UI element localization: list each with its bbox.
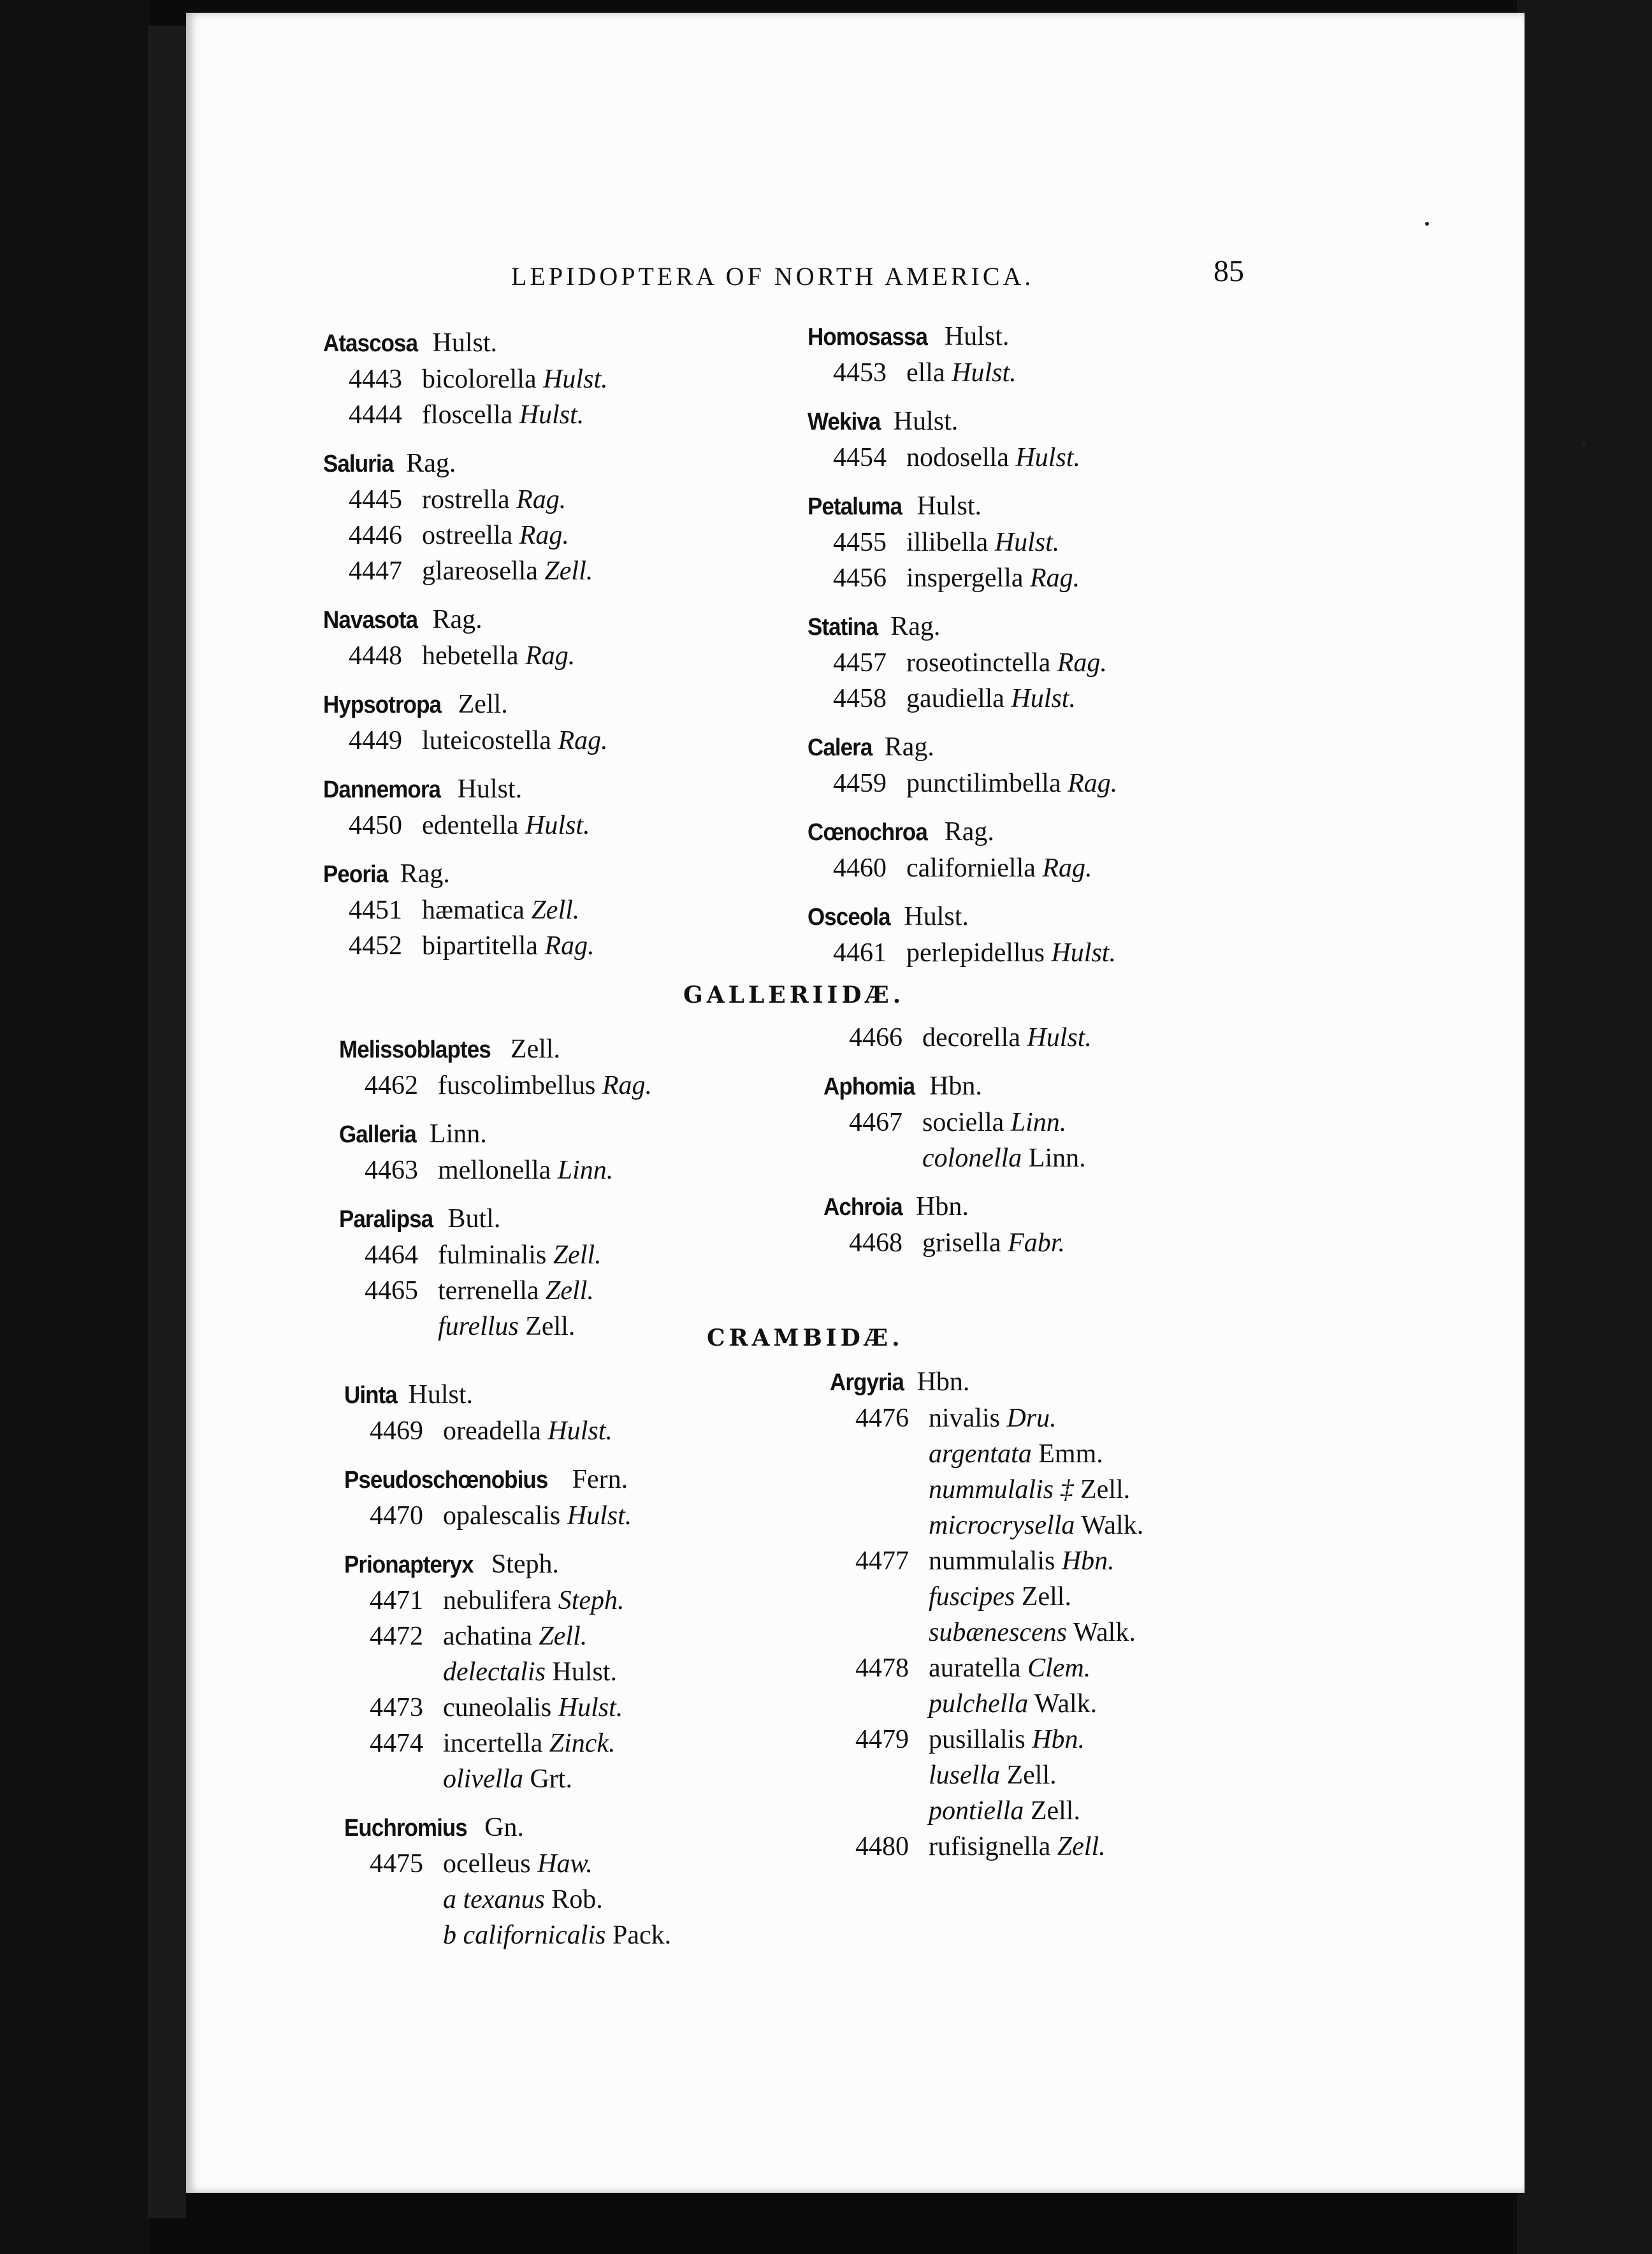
species-line [339,1237,652,1273]
species-author: Hulst. [1027,1023,1092,1052]
genus-line [808,814,1117,850]
catalog-number: 4455 [833,528,887,557]
previous-page-edge [148,25,186,2218]
genus-line [344,1377,671,1413]
species-author: Zell. [1006,1761,1057,1790]
catalog-number: 4456 [833,564,887,593]
species-line [344,1761,671,1797]
species-line [808,560,1117,596]
species-author: Rag. [1042,854,1092,883]
catalog-number: 4465 [365,1276,418,1305]
catalog-number: 4458 [833,684,887,713]
species-name: argentata [929,1439,1032,1469]
species-line [830,1543,1143,1579]
catalog-number: 4448 [349,641,402,671]
species-line [344,1654,671,1690]
genus-line [808,729,1117,766]
species-name: ella [906,358,945,388]
group-spacer [323,759,608,771]
species-author: Zell. [525,1312,576,1341]
species-line [344,1413,671,1449]
genus-line [344,1462,671,1498]
species-name: microcrysella [929,1511,1075,1540]
species-name: sociella [922,1108,1004,1137]
catalog-number: 4462 [365,1071,418,1100]
species-author: Walk. [1073,1618,1136,1647]
species-name: gaudiella [906,684,1004,713]
genus-name: Aphomia [823,1073,915,1100]
genus-line [808,899,1117,935]
family-heading-galleriidae: GALLERIIDÆ. [683,982,905,1008]
species-line [808,850,1117,886]
species-author: Linn. [1028,1144,1086,1173]
genus-author: Hulst. [432,328,497,358]
species-name: nummulalis ‡ [929,1475,1074,1504]
species-author: Hbn. [1061,1546,1115,1576]
group-spacer [808,596,1117,609]
genus-author: Rag. [884,732,934,762]
species-name: pusillalis [929,1725,1025,1754]
catalog-number: 4474 [370,1729,423,1758]
column-bottom-right [830,1364,1143,1865]
species-line [344,1583,671,1618]
genus-name: Melissoblaptes [339,1036,491,1063]
species-line [344,1846,671,1882]
species-author: Zell. [546,1276,594,1305]
genus-author: Hulst. [917,491,982,521]
group-spacer [323,433,608,446]
catalog-number: 4472 [370,1622,423,1651]
species-line [344,1618,671,1654]
species-author: Zinck. [549,1729,616,1758]
catalog-number: 4469 [370,1416,423,1446]
genus-line [830,1364,1143,1400]
species-line [830,1579,1143,1615]
species-name: fuscipes [929,1582,1015,1611]
species-line [823,1140,1092,1176]
species-author: Rob. [551,1885,603,1914]
catalog-number: 4480 [855,1832,909,1861]
species-author: Hulst. [1051,938,1116,968]
genus-line [323,602,608,638]
group-spacer [344,1534,671,1546]
species-author: Hulst. [1015,443,1080,472]
species-line [808,681,1117,716]
catalog-number: 4478 [855,1654,909,1683]
scan-right-margin [1517,0,1652,2254]
genus-line [808,488,1117,525]
species-name: pulchella [929,1689,1029,1719]
species-line [323,808,608,843]
species-author: Hbn. [1032,1725,1085,1754]
species-name: rostrella [422,485,510,514]
group-spacer [344,1449,671,1462]
genus-name: Navasota [323,607,418,634]
genus-line [323,856,608,892]
catalog-number: 4452 [349,931,402,961]
catalog-number: 4471 [370,1586,423,1615]
genus-line [323,446,608,482]
running-header: LEPIDOPTERA OF NORTH AMERICA. [511,262,1034,291]
genus-author: Zell. [458,690,508,719]
species-author: Zell. [1057,1832,1106,1861]
genus-author: Hbn. [917,1367,970,1397]
species-name: hebetella [422,641,519,671]
species-line [830,1400,1143,1436]
species-line [323,723,608,759]
scan-left-margin [0,0,150,2254]
group-spacer [323,674,608,687]
group-spacer [339,1103,652,1116]
genus-author: Hulst. [904,902,969,931]
species-line [323,518,608,553]
genus-name: Hypsotropa [323,692,442,718]
column-top-left [323,325,608,964]
species-name: californiella [906,854,1036,883]
species-name: floscella [422,400,513,430]
species-line [830,1793,1143,1829]
species-author: Hulst. [994,528,1060,557]
catalog-number: 4443 [349,365,402,394]
genus-author: Butl. [447,1204,501,1233]
genus-line [323,687,608,723]
species-author: Hulst. [558,1693,623,1722]
genus-author: Rag. [406,449,456,478]
species-line [808,645,1117,681]
species-line [830,1686,1143,1722]
column-bottom-left [344,1377,671,1953]
group-spacer [823,1056,1092,1068]
species-line [830,1829,1143,1865]
species-author: Zell. [1021,1582,1071,1611]
genus-author: Hulst. [944,322,1010,351]
species-name: mellonella [438,1156,551,1185]
genus-name: Paralipsa [339,1206,433,1233]
group-spacer [808,801,1117,814]
species-author: Rag. [525,641,576,671]
genus-author: Rag. [400,859,450,889]
genus-author: Hulst. [457,774,523,804]
species-line [344,1917,671,1953]
species-name: decorella [922,1023,1020,1052]
species-name: roseotinctella [906,648,1051,678]
species-author: Rag. [544,931,595,961]
species-author: Walk. [1034,1689,1098,1719]
species-line [808,935,1117,971]
genus-line [823,1189,1092,1225]
species-author: Steph. [558,1586,625,1615]
species-line [830,1650,1143,1686]
group-spacer [808,476,1117,488]
species-name: terrenella [438,1276,539,1305]
catalog-number: 4446 [349,521,402,550]
group-spacer [808,391,1117,404]
species-name: incertella [443,1729,543,1758]
group-spacer [323,589,608,602]
species-line [830,1472,1143,1508]
catalog-number: 4468 [849,1228,902,1258]
genus-author: Steph. [491,1550,559,1579]
species-author: Hulst. [525,811,590,840]
catalog-number: 4449 [349,726,402,755]
species-name: nummulalis [929,1546,1055,1576]
species-name: inspergella [906,564,1024,593]
catalog-number: 4470 [370,1501,423,1531]
species-line [808,355,1117,391]
page-number: 85 [1214,254,1244,288]
genus-author: Hbn. [929,1072,982,1101]
genus-name: Prionapteryx [344,1552,474,1578]
species-name: furellus [438,1312,519,1341]
species-name: illibella [906,528,989,557]
species-name: a texanus [443,1885,545,1914]
species-name: lusella [929,1761,1000,1790]
species-author: Fabr. [1008,1228,1065,1258]
species-author: Rag. [1068,769,1118,798]
species-author: Rag. [1030,564,1080,593]
species-author: Dru. [1006,1404,1057,1433]
scan-speck [1425,222,1429,226]
species-line [830,1757,1143,1793]
species-line [323,361,608,397]
genus-line [323,771,608,808]
species-line [344,1690,671,1726]
genus-name: Statina [808,614,878,641]
genus-name: Dannemora [323,776,441,803]
species-line [830,1722,1143,1757]
genus-name: Wekiva [808,409,881,435]
genus-author: Rag. [890,612,941,641]
column-mid-left [339,1031,652,1344]
species-author: Rag. [558,726,608,755]
species-name: nivalis [929,1404,1000,1433]
genus-name: Osceola [808,904,890,931]
species-author: Linn. [1010,1108,1067,1137]
species-author: Hulst. [1011,684,1076,713]
genus-author: Zell. [510,1035,561,1064]
species-name: colonella [922,1144,1022,1173]
genus-author: Fern. [572,1465,628,1494]
genus-author: Linn. [429,1119,487,1149]
genus-line [808,404,1117,440]
species-name: punctilimbella [906,769,1061,798]
catalog-number: 4457 [833,648,887,678]
group-spacer [823,1176,1092,1189]
species-author: Rag. [1057,648,1107,678]
species-author: Zell. [539,1622,588,1651]
species-name: perlepidellus [906,938,1045,968]
genus-author: Hbn. [915,1192,969,1221]
species-line [830,1508,1143,1543]
catalog-number: 4476 [855,1404,909,1433]
species-line [339,1309,652,1344]
genus-author: Rag. [944,817,994,847]
species-author: Hulst. [952,358,1017,388]
species-line [808,525,1117,560]
species-name: olivella [443,1764,523,1794]
catalog-number: 4447 [349,556,402,586]
catalog-number: 4473 [370,1693,423,1722]
species-line [808,766,1117,801]
species-author: Linn. [557,1156,614,1185]
catalog-number: 4454 [833,443,887,472]
species-name: bicolorella [422,365,537,394]
species-line [344,1726,671,1761]
species-name: oreadella [443,1416,541,1446]
catalog-number: 4477 [855,1546,909,1576]
species-name: grisella [922,1228,1001,1258]
species-author: Zell. [553,1240,602,1270]
genus-name: Peoria [323,861,388,888]
species-line [323,928,608,964]
species-line [830,1615,1143,1650]
species-author: Hulst. [543,365,608,394]
genus-name: Atascosa [323,330,418,357]
species-name: auratella [929,1654,1021,1683]
species-name: fuscolimbellus [438,1071,596,1100]
species-name: cuneolalis [443,1693,552,1722]
catalog-number: 4444 [349,400,402,430]
genus-name: Petaluma [808,493,902,520]
species-author: Hulst. [567,1501,632,1531]
group-spacer [344,1797,671,1810]
species-name: opalescalis [443,1501,561,1531]
species-name: hæmatica [422,896,525,925]
genus-name: Achroia [823,1194,902,1221]
species-line [344,1498,671,1534]
catalog-number: 4475 [370,1849,423,1879]
species-author: Pack. [612,1921,672,1950]
catalog-number: 4445 [349,485,402,514]
family-heading-crambidae: CRAMBIDÆ. [707,1325,904,1351]
column-top-right [808,319,1117,971]
genus-name: Saluria [323,451,394,477]
genus-name: Pseudoschœnobius [344,1467,548,1494]
catalog-number: 4451 [349,896,402,925]
genus-line [808,609,1117,645]
species-author: Hulst. [519,400,584,430]
species-line [323,553,608,589]
scan-speck [1582,441,1586,445]
species-name: bipartitella [422,931,538,961]
species-name: fulminalis [438,1240,547,1270]
species-author: Hulst. [552,1657,617,1687]
species-line [323,482,608,518]
catalog-number: 4461 [833,938,887,968]
species-author: Zell. [1080,1475,1131,1504]
species-line [323,892,608,928]
species-author: Rag. [519,521,569,550]
species-name: b californicalis [443,1921,606,1950]
column-mid-right [823,1020,1092,1261]
catalog-number: 4450 [349,811,402,840]
species-line [339,1152,652,1188]
genus-author: Rag. [432,605,482,634]
genus-line [339,1031,652,1068]
species-author: Hulst. [547,1416,612,1446]
genus-line [339,1201,652,1237]
genus-name: Uinta [344,1382,397,1409]
species-name: luteicostella [422,726,551,755]
species-line [808,440,1117,476]
species-author: Haw. [537,1849,593,1879]
species-name: nodosella [906,443,1009,472]
species-line [323,638,608,674]
species-author: Rag. [516,485,567,514]
species-author: Zell. [1030,1796,1080,1826]
genus-name: Cœnochroa [808,819,927,846]
catalog-number: 4479 [855,1725,909,1754]
genus-line [323,325,608,361]
catalog-number: 4463 [365,1156,418,1185]
species-name: ostreella [422,521,513,550]
species-author: Rag. [602,1071,652,1100]
genus-line [339,1116,652,1152]
species-name: delectalis [443,1657,546,1687]
species-name: rufisignella [929,1832,1051,1861]
genus-line [823,1068,1092,1105]
species-author: Grt. [530,1764,572,1794]
species-author: Walk. [1081,1511,1144,1540]
species-name: edentella [422,811,519,840]
species-author: Emm. [1038,1439,1103,1469]
catalog-number: 4453 [833,358,887,388]
catalog-number: 4464 [365,1240,418,1270]
species-line [339,1273,652,1309]
group-spacer [808,716,1117,729]
species-name: pontiella [929,1796,1024,1826]
species-name: ocelleus [443,1849,531,1879]
species-line [823,1020,1092,1056]
species-line [339,1068,652,1103]
species-name: glareosella [422,556,538,586]
species-author: Clem. [1027,1654,1091,1683]
group-spacer [323,843,608,856]
genus-name: Calera [808,734,873,761]
species-author: Zell. [544,556,593,586]
genus-name: Euchromius [344,1815,467,1842]
species-line [344,1882,671,1917]
species-author: Zell. [531,896,580,925]
species-line [830,1436,1143,1472]
genus-line [344,1810,671,1846]
genus-author: Hulst. [893,407,959,436]
species-name: subænescens [929,1618,1067,1647]
genus-author: Hulst. [408,1380,474,1409]
catalog-number: 4459 [833,769,887,798]
species-line [323,397,608,433]
species-name: nebulifera [443,1586,552,1615]
genus-name: Homosassa [808,324,927,351]
genus-line [808,319,1117,355]
species-line [823,1105,1092,1140]
genus-author: Gn. [484,1813,524,1842]
genus-name: Argyria [830,1369,904,1396]
group-spacer [808,886,1117,899]
catalog-number: 4466 [849,1023,902,1052]
species-line [823,1225,1092,1261]
species-name: achatina [443,1622,532,1651]
genus-name: Galleria [339,1121,416,1148]
catalog-number: 4467 [849,1108,902,1137]
book-page [186,13,1525,2193]
group-spacer [339,1188,652,1201]
catalog-number: 4460 [833,854,887,883]
genus-line [344,1546,671,1583]
